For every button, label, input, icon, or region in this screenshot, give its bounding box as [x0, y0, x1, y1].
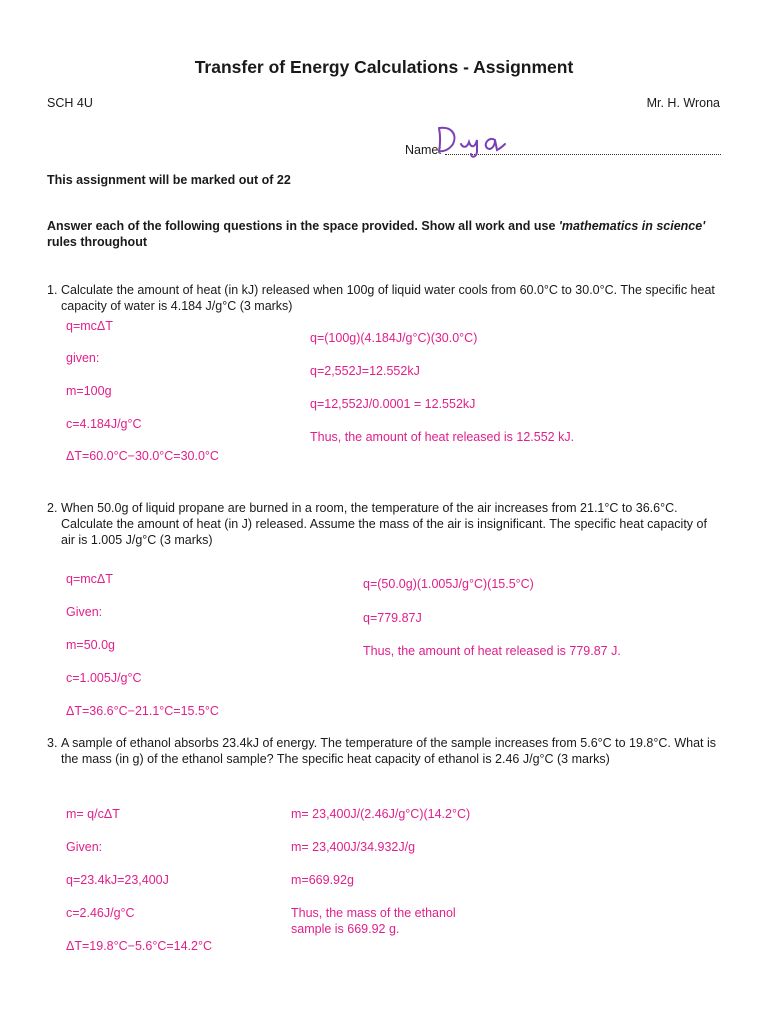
question-2-number: 2. [47, 501, 58, 515]
answer-line: q=12,552J/0.0001 = 12.552kJ [310, 397, 476, 411]
answer-line: m=50.0g [66, 638, 115, 652]
answer-line: m=669.92g [291, 873, 354, 887]
answer-line: q=23.4kJ=23,400J [66, 873, 169, 887]
answer-line: c=1.005J/g°C [66, 671, 142, 685]
instructions-post: rules throughout [47, 235, 147, 249]
instructions [47, 218, 727, 250]
signature [431, 118, 551, 158]
answer-line: Thus, the amount of heat released is 12.552 kJ. [310, 430, 575, 444]
answer-line: m=100g [66, 384, 112, 398]
answer-line: Thus, the amount of heat released is 779.87 J. [363, 644, 621, 658]
name-label: Name: [405, 143, 442, 157]
answer-line: Thus, the mass of the ethanol sample is 669.92 g. [291, 906, 456, 936]
answer-line: Given: [66, 605, 103, 619]
question-1-number: 1. [47, 283, 58, 297]
answer-line: m= 23,400J/34.932J/g [291, 840, 416, 854]
instructions-pre: Answer each of the following questions in the space provided. Show all work and use [47, 219, 559, 233]
question-1-text: Calculate the amount of heat (in kJ) released when 100g of liquid water cools from 60.0°C to 30.0°C. The specific heat capacity of water is 4.184 J/g°C (3 marks) [61, 283, 715, 313]
question-2-text: When 50.0g of liquid propane are burned in a room, the temperature of the air increases from 21.1°C to 36.6°C. Calculate the amount of heat (in J) released. Assume the mass of the air is insignificant. The specific heat capacity of air is 1.005 J/g°C (3 marks) [61, 501, 707, 547]
answer-line: q=2,552J=12.552kJ [310, 364, 420, 378]
course-code: SCH 4U [47, 96, 93, 110]
answer-line: Given: [66, 840, 103, 854]
answer-line: q=(100g)(4.184J/g°C)(30.0°C) [310, 331, 478, 345]
page-title: Transfer of Energy Calculations - Assignment [194, 57, 574, 77]
answer-line: q=mcΔT [66, 319, 113, 333]
answer-line: q=mcΔT [66, 572, 113, 586]
answer-line: m= q/cΔT [66, 807, 120, 821]
answer-line: c=2.46J/g°C [66, 906, 135, 920]
question-3-number: 3. [47, 736, 58, 750]
teacher-name: Mr. H. Wrona [646, 96, 720, 110]
marks-statement: This assignment will be marked out of 22 [47, 173, 291, 187]
answer-line: q=779.87J [363, 611, 422, 625]
question-3-text: A sample of ethanol absorbs 23.4kJ of energy. The temperature of the sample increases from 5.6°C to 19.8°C. What is the mass (in g) of the ethanol sample? The specific heat capacity of ethanol is 2.46 J/g°C (3 marks) [61, 736, 717, 766]
answer-line: q=(50.0g)(1.005J/g°C)(15.5°C) [363, 577, 534, 591]
answer-line: given: [66, 351, 100, 365]
answer-line: m= 23,400J/(2.46J/g°C)(14.2°C) [291, 807, 471, 821]
answer-line: ΔT=19.8°C−5.6°C=14.2°C [66, 939, 212, 953]
answer-line: c=4.184J/g°C [66, 417, 142, 431]
answer-line: ΔT=36.6°C−21.1°C=15.5°C [66, 704, 219, 718]
instructions-em: 'mathematics in science' [558, 219, 706, 233]
answer-line: ΔT=60.0°C−30.0°C=30.0°C [66, 449, 219, 463]
name-field[interactable] [445, 120, 721, 155]
